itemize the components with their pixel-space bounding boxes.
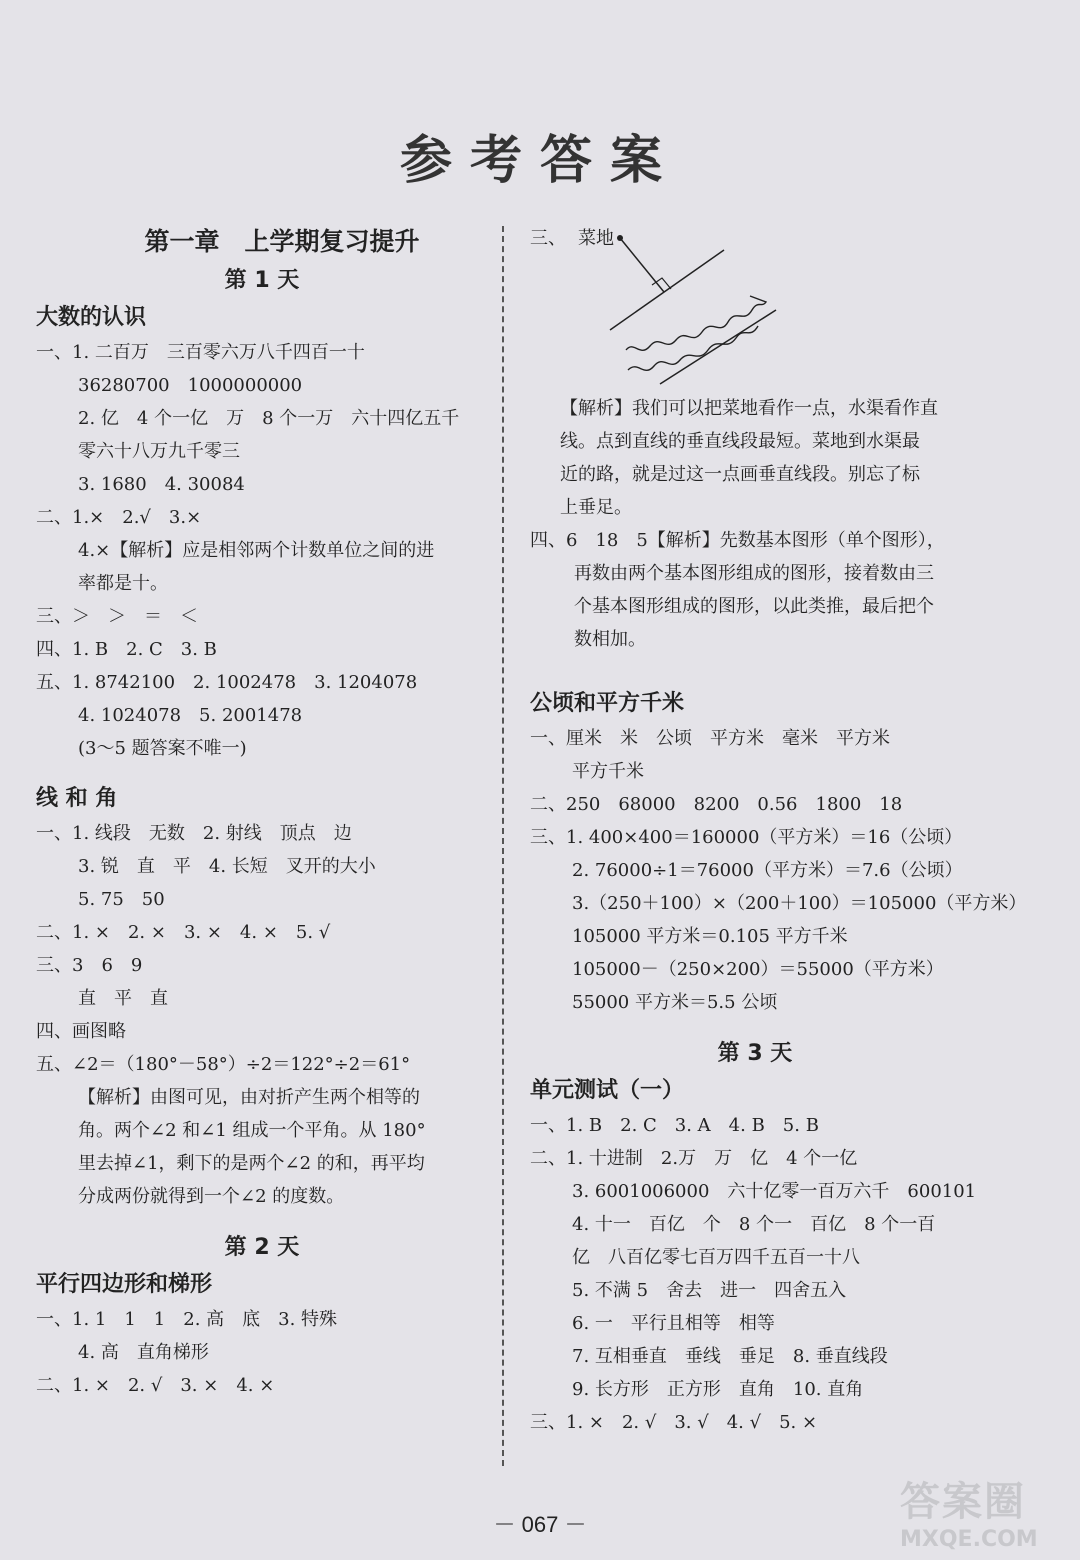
left-column (36, 222, 488, 1402)
section-heading-large-numbers: 大数的认识 (36, 305, 147, 330)
answer-line: 7. 互相垂直 垂线 垂足 8. 垂直线段 (572, 1346, 888, 1367)
answer-line: 个基本图形组成的图形，以此类推，最后把个 (574, 596, 934, 617)
answer-line: 5. 75 50 (78, 889, 165, 910)
answer-note: (3～5 题答案不唯一) (78, 738, 247, 759)
answer-line: 率都是十。 (78, 573, 168, 594)
answer-line: 一、1. B 2. C 3. A 4. B 5. B (530, 1115, 819, 1136)
answer-line: 分成两份就得到一个∠2 的度数。 (78, 1186, 345, 1207)
answer-line: 直 平 直 (78, 988, 168, 1009)
answer-line: 6. 一 平行且相等 相等 (572, 1313, 775, 1334)
answer-line: 4. 1024078 5. 2001478 (78, 705, 303, 726)
canal-bank-lower (660, 310, 776, 384)
answer-line: 4.×【解析】应是相邻两个计数单位之间的进 (78, 540, 435, 561)
answer-line: 四、画图略 (36, 1021, 126, 1042)
answer-line: 角。两个∠2 和∠1 组成一个平角。从 180° (78, 1120, 426, 1141)
answer-line: 9. 长方形 正方形 直角 10. 直角 (572, 1379, 864, 1400)
section-heading-unit-test: 单元测试（一） (530, 1078, 685, 1103)
chapter-heading: 第一章 上学期复习提升 (144, 227, 420, 256)
vegetable-plot-label: 菜地 (578, 228, 614, 249)
answer-line: 105000 平方米＝0.105 平方千米 (572, 926, 848, 947)
answer-line: 4. 高 直角梯形 (78, 1342, 209, 1363)
answer-line: 里去掉∠1，剩下的是两个∠2 的和，再平均 (78, 1153, 425, 1174)
answer-line: 二、1. × 2. √ 3. × 4. × (36, 1375, 275, 1396)
answer-line: 【解析】我们可以把菜地看作一点，水渠看作直 (560, 398, 938, 419)
answer-line: 3.（250＋100）×（200＋100）＝105000（平方米） (572, 893, 1027, 914)
answer-line: 一、厘米 米 公顷 平方米 毫米 平方米 (530, 728, 890, 749)
answer-line: 上垂足。 (560, 497, 632, 518)
answer-line: 105000－（250×200）＝55000（平方米） (572, 959, 944, 980)
answer-line: 三、1. × 2. √ 3. √ 4. √ 5. × (530, 1412, 818, 1433)
answer-line: 线。点到直线的垂直线段最短。菜地到水渠最 (560, 431, 920, 452)
answer-line: 36280700 1000000000 (78, 375, 303, 396)
answer-line: 平方千米 (572, 761, 644, 782)
answer-line: 一、1. 二百万 三百零六万八千四百一十 (36, 342, 365, 363)
answer-line: 二、1. 十进制 2.万 万 亿 4 个一亿 (530, 1148, 858, 1169)
answer-line: 五、∠2＝（180°－58°）÷2＝122°÷2＝61° (36, 1054, 411, 1075)
day-2-heading: 第 2 天 (224, 1235, 300, 1260)
answer-line: 三、1. 400×400＝160000（平方米）＝16（公顷） (530, 827, 963, 848)
answer-line: 数相加。 (574, 629, 646, 650)
answer-line: 2. 亿 4 个一亿 万 8 个一万 六十四亿五千 (78, 408, 460, 429)
answer-line: 55000 平方米＝5.5 公顷 (572, 992, 778, 1013)
answer-line: 三、＞ ＞ ＝ ＜ (36, 606, 198, 627)
day-1-heading: 第 1 天 (224, 268, 300, 293)
perpendicular-diagram-figure (530, 222, 980, 392)
answer-line: 3. 6001006000 六十亿零一百万六千 600101 (572, 1181, 977, 1202)
canal-diagram (530, 222, 980, 392)
answer-line: 4. 十一 百亿 个 8 个一 百亿 8 个一百 (572, 1214, 936, 1235)
answer-line: 【解析】由图可见，由对折产生两个相等的 (78, 1087, 420, 1108)
answer-line: 一、1. 1 1 1 2. 高 底 3. 特殊 (36, 1309, 338, 1330)
section-heading-hectare: 公顷和平方千米 (530, 691, 685, 716)
section-heading-parallelogram: 平行四边形和梯形 (36, 1272, 213, 1297)
right-column (530, 222, 1027, 1439)
answer-line: 3. 1680 4. 30084 (78, 474, 245, 495)
section-heading-lines-angles: 线 和 角 (36, 786, 118, 811)
page-number: － 067 － (493, 1512, 587, 1537)
answer-line: 五、1. 8742100 2. 1002478 3. 1204078 (36, 672, 418, 693)
answer-line: 二、1. × 2. × 3. × 4. × 5. √ (36, 922, 331, 943)
day-3-heading: 第 3 天 (717, 1041, 793, 1066)
watermark-logo (900, 1470, 1070, 1550)
answer-line: 亿 八百亿零七百万四千五百一十八 (572, 1247, 860, 1268)
answer-line: 再数由两个基本图形组成的图形，接着数由三 (574, 563, 934, 584)
answer-line: 零六十八万九千零三 (78, 441, 240, 462)
answer-line: 一、1. 线段 无数 2. 射线 顶点 边 (36, 823, 352, 844)
answer-line: 四、6 18 5【解析】先数基本图形（单个图形）， (530, 530, 945, 551)
watermark-logo-text: 答案圈 (900, 1479, 1026, 1525)
answer-line: 二、250 68000 8200 0.56 1800 18 (530, 794, 903, 815)
question-3-label: 三、 (530, 228, 566, 249)
perpendicular-segment (620, 238, 664, 292)
answer-line: 二、1.× 2.√ 3.× (36, 507, 202, 528)
answer-line: 近的路，就是过这一点画垂直线段。别忘了标 (560, 464, 920, 485)
canal-bank-upper (610, 250, 724, 330)
watermark-logo-url: MXQE.COM (900, 1527, 1038, 1552)
answer-line: 三、3 6 9 (36, 955, 143, 976)
answer-line: 5. 不满 5 舍去 进一 四舍五入 (572, 1280, 847, 1301)
answer-line: 四、1. B 2. C 3. B (36, 639, 217, 660)
page-title: 参考答案 (399, 131, 680, 191)
answer-line: 3. 锐 直 平 4. 长短 叉开的大小 (78, 856, 376, 877)
answer-line: 2. 76000÷1＝76000（平方米）＝7.6（公顷） (572, 860, 963, 881)
column-divider (502, 226, 504, 1466)
